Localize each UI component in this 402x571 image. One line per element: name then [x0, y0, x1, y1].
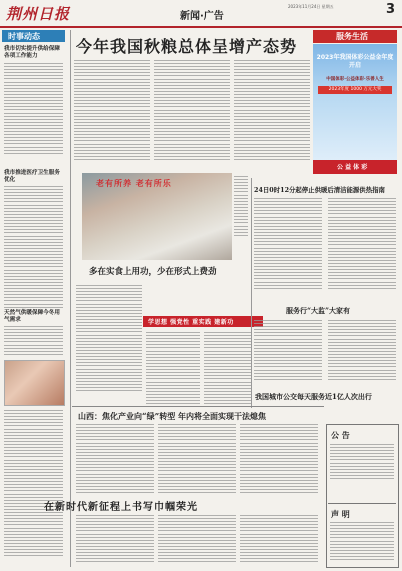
- left-story4-text: [4, 410, 63, 559]
- ad-subline: 中国体彩·公益体彩·乐善人生: [326, 77, 384, 82]
- masthead-logo: 荆州日报: [6, 5, 71, 23]
- right-story2-col2: [328, 320, 396, 382]
- commentary-col1: [76, 285, 142, 393]
- shanxi-headline: 山西：焦化产业向“绿”转型 年内将全面实现干法熄焦: [78, 411, 266, 421]
- left-section-badge: [2, 30, 65, 42]
- campaign-banner: [143, 316, 263, 327]
- right-story2-col1: [254, 320, 322, 382]
- bottom-col2: [158, 515, 236, 565]
- notice-title: 公 告: [331, 430, 350, 440]
- commentary-col3: [204, 332, 252, 406]
- notice-divider: [328, 503, 396, 504]
- bottom-headline: 在新时代新征程上书写巾帼荣光: [44, 502, 198, 513]
- section-rule: [72, 406, 324, 407]
- left-section-label: 时事动态: [8, 32, 40, 41]
- bottom-col3: [240, 515, 318, 565]
- campaign-banner-text: 学思想 强党性 重实践 建新功: [148, 319, 234, 326]
- ad-headline: 2023年我国体彩公益金年度开启: [316, 54, 394, 69]
- commentary-headline: 多在实食上用功，少在形式上费劲: [89, 267, 217, 277]
- left-story2-title: 我市推进医疗卫生服务优化: [4, 170, 60, 183]
- left-story1-title: 我市切实提升供给保障各项工作能力: [4, 46, 60, 59]
- declaration-title: 声 明: [331, 509, 350, 519]
- column-divider-left: [70, 30, 71, 567]
- right-story1-headline: 24日0时12分起停止供暖后清洁能源供热指南: [254, 186, 385, 194]
- issue-date: 2023年11月24日 星期五: [288, 4, 334, 9]
- right-story1-col2: [328, 198, 396, 291]
- main-article-col3: [234, 60, 310, 162]
- notice-text: [330, 444, 394, 481]
- ad-section-label: 服务生活: [336, 32, 368, 41]
- left-story3-title: 天然气供暖保障今冬用气需求: [4, 310, 60, 323]
- right-story2-headline: 服务行“大监”大家有: [286, 306, 351, 315]
- left-photo: [4, 360, 65, 406]
- shanxi-col3: [240, 424, 318, 495]
- main-article-col1: [74, 60, 150, 162]
- ad-section-header: [313, 30, 397, 43]
- column-divider-right: [251, 178, 252, 408]
- left-story1-text: [4, 63, 63, 156]
- left-story3-text: [4, 326, 63, 357]
- ad-prize-banner: 2023年度 1000 万元大奖: [318, 86, 392, 94]
- section-title: 新闻·广告: [180, 11, 224, 22]
- header-rule: [0, 26, 402, 28]
- bottom-col1: [76, 515, 154, 565]
- commentary-col2: [146, 332, 200, 406]
- ad-footer-label: 公 益 体 彩: [337, 164, 368, 171]
- main-headline: 今年我国秋粮总体呈增产态势: [76, 37, 298, 56]
- shanxi-col1: [76, 424, 154, 495]
- ad-footer: [313, 160, 397, 174]
- right-story1-col1: [254, 198, 322, 291]
- declaration-text: [330, 522, 394, 562]
- main-article-col2: [154, 60, 230, 162]
- page-number: 3: [386, 2, 396, 17]
- shanxi-col2: [158, 424, 236, 495]
- left-story2-text: [4, 186, 63, 310]
- photo-caption: 老有所养 老有所乐: [96, 178, 172, 188]
- right-story3-headline: 我国城市公交每天服务近1亿人次出行: [255, 392, 372, 401]
- photo-side-text: [234, 176, 248, 238]
